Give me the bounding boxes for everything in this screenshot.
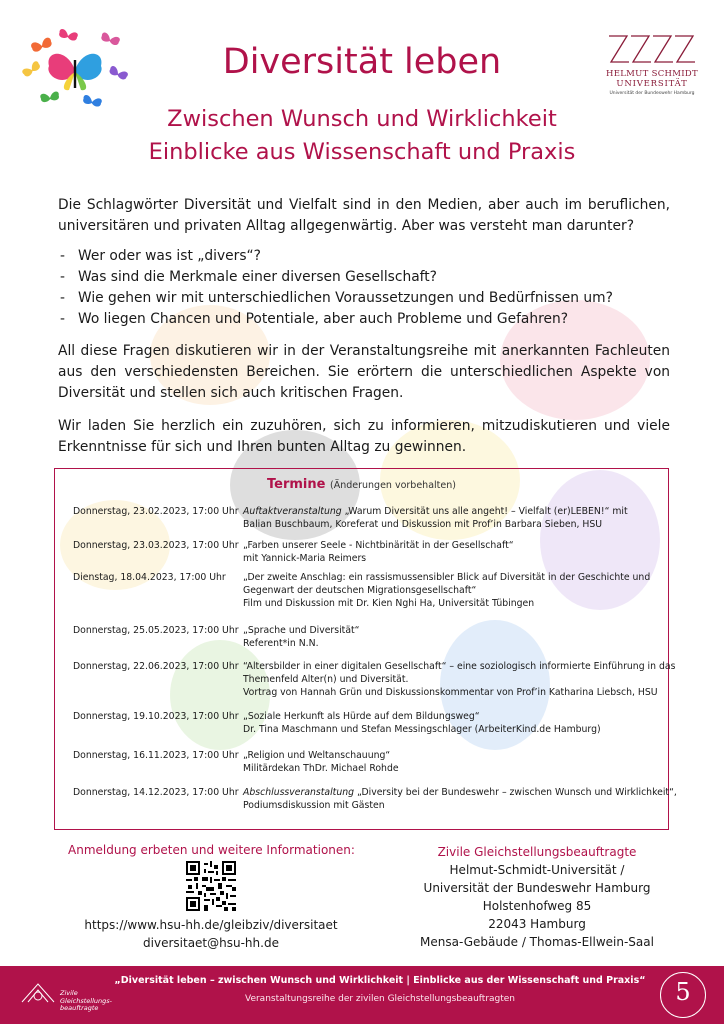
- subtitle-line2: Einblicke aus Wissenschaft und Praxis: [148, 139, 576, 165]
- event-line: „Diversity bei der Bundeswehr – zwischen Wunsch und Wirklichkeit“,: [354, 787, 677, 798]
- event-line: mit Yannick-Maria Reimers: [243, 553, 367, 564]
- contact-line: Helmut-Schmidt-Universität /: [449, 863, 625, 877]
- event-description: [243, 624, 663, 650]
- question-text: Wo liegen Chancen und Potentiale, aber auch Probleme und Gefahren?: [78, 311, 569, 327]
- qr-code-icon[interactable]: [186, 861, 236, 911]
- event-line: „Soziale Herkunft als Hürde auf dem Bildungsweg“: [243, 711, 480, 722]
- intro-paragraph: Die Schlagwörter Diversität und Vielfalt sind in den Medien, aber auch im beruflichen, universitären und privaten Alltag allgegenwärtig. Aber was versteht man darunter?: [58, 197, 670, 234]
- registration-info: [60, 916, 362, 952]
- logo-text-line: Gleichstellungs-: [60, 996, 112, 1005]
- event-date: Donnerstag, 25.05.2023, 17:00 Uhr: [73, 625, 239, 636]
- event-date: Donnerstag, 23.02.2023, 17:00 Uhr: [73, 506, 239, 517]
- event-description: [243, 539, 663, 565]
- footer-subtitle: Veranstaltungsreihe der zivilen Gleichstellungsbeauftragten: [244, 994, 516, 1004]
- logo-line3: Universität der Bundeswehr Hamburg: [609, 91, 695, 96]
- event-description: [243, 505, 663, 531]
- contact-line: Universität der Bundeswehr Hamburg: [423, 881, 651, 895]
- event-date: Dienstag, 18.04.2023, 17:00 Uhr: [73, 572, 226, 583]
- logo-line1: HELMUT SCHMIDT: [606, 69, 698, 79]
- event-date: Donnerstag, 16.11.2023, 17:00 Uhr: [73, 750, 239, 761]
- event-description: [243, 660, 676, 699]
- question-item: - Wer oder was ist „divers“?: [60, 248, 261, 264]
- anniversary-badge-icon: [660, 972, 706, 1018]
- question-item: - Wo liegen Chancen und Potentiale, aber auch Probleme und Gefahren?: [60, 311, 569, 327]
- subtitle-line1: Zwischen Wunsch und Wirklichkeit: [167, 106, 557, 132]
- contact-title: Zivile Gleichstellungsbeauftragte: [437, 845, 637, 859]
- registration-email-link[interactable]: diversitaet@hsu-hh.de: [143, 936, 279, 950]
- gleichstellung-emblem-icon: [18, 976, 58, 1012]
- question-text: Wie gehen wir mit unterschiedlichen Voraussetzungen und Bedürfnissen um?: [78, 290, 613, 306]
- gleichstellung-logo: [18, 976, 112, 1016]
- question-item: - Was sind die Merkmale einer diversen Gesellschaft?: [60, 269, 437, 285]
- registration-title: Anmeldung erbeten und weitere Informationen:: [68, 843, 355, 857]
- termine-title: Termine: [267, 477, 326, 492]
- termine-note: (Änderungen vorbehalten): [330, 480, 456, 491]
- footer-bar: [0, 966, 724, 1024]
- registration-url-link[interactable]: https://www.hsu-hh.de/gleibziv/diversitaet: [84, 918, 338, 932]
- event-line: “Altersbilder in einer digitalen Gesellschaft“ – eine soziologisch informierte Einführung in das: [243, 661, 676, 672]
- question-text: Wer oder was ist „divers“?: [78, 248, 261, 264]
- termine-box: [54, 468, 677, 830]
- logo-text-line: beauftragte: [60, 1004, 99, 1012]
- event-line: „Sprache und Diversität“: [243, 625, 360, 636]
- event-line: Film und Diskussion mit Dr. Kien Nghi Ha, Universität Tübingen: [243, 598, 535, 609]
- logo-text-line: Zivile: [60, 989, 78, 997]
- contact-block: [396, 843, 678, 951]
- termine-heading: [55, 477, 668, 492]
- question-text: Was sind die Merkmale einer diversen Gesellschaft?: [78, 269, 437, 285]
- event-line: Podiumsdiskussion mit Gästen: [243, 800, 385, 811]
- footer-title: „Diversität leben – zwischen Wunsch und Wirklichkeit | Einblicke aus der Wissenschaft und Praxis“: [114, 975, 646, 986]
- intro-paragraph: Wir laden Sie herzlich ein zuzuhören, sich zu informieren, mitzudiskutieren und viele Erkenntnisse für sich und Ihren bunten Alltag zu gewinnen.: [58, 418, 670, 455]
- event-date: Donnerstag, 22.06.2023, 17:00 Uhr: [73, 661, 239, 672]
- contact-line: Mensa-Gebäude / Thomas-Ellwein-Saal: [420, 935, 654, 949]
- event-line: Dr. Tina Maschmann und Stefan Messingschlager (ArbeiterKind.de Hamburg): [243, 724, 601, 735]
- logo-line2: UNIVERSITÄT: [616, 79, 688, 89]
- event-line: Balian Buschbaum, Koreferat und Diskussion mit Prof’in Barbara Sieben, HSU: [243, 519, 603, 530]
- event-date: Donnerstag, 14.12.2023, 17:00 Uhr: [73, 787, 239, 798]
- event-line: „Der zweite Anschlag: ein rassismussensibler Blick auf Diversität in der Geschichte und: [243, 572, 651, 583]
- event-line: Militärdekan ThDr. Michael Rohde: [243, 763, 399, 774]
- contact-line: Holstenhofweg 85: [482, 899, 592, 913]
- event-line: Referent*in N.N.: [243, 638, 319, 649]
- event-date: Donnerstag, 19.10.2023, 17:00 Uhr: [73, 711, 239, 722]
- intro-section: [58, 195, 670, 458]
- event-line: Themenfeld Alter(n) und Diversität.: [243, 674, 409, 685]
- event-description: [243, 749, 663, 775]
- event-line: „Religion und Weltanschauung“: [243, 750, 391, 761]
- event-line: „Warum Diversität uns alle angeht! – Vielfalt (er)LEBEN!“ mit: [341, 506, 628, 517]
- event-description: [243, 710, 663, 736]
- event-prefix: Auftaktveranstaltung: [243, 506, 342, 517]
- event-date: Donnerstag, 23.03.2023, 17:00 Uhr: [73, 540, 239, 551]
- event-prefix: Abschlussveranstaltung: [243, 787, 355, 798]
- page-title: Diversität leben: [222, 42, 502, 82]
- intro-paragraph: All diese Fragen diskutieren wir in der Veranstaltungsreihe mit anerkannten Fachleuten aus den verschiedensten Bereichen. Sie erörtern die unterschiedlichen Aspekte von Diversität und stellen sich auch kritischen Fragen.: [58, 343, 670, 401]
- badge-number: 5: [675, 978, 691, 1006]
- question-list: [58, 246, 670, 330]
- contact-line: 22043 Hamburg: [488, 917, 586, 931]
- event-description: [243, 571, 663, 610]
- event-line: Gegenwart der deutschen Migrationsgesellschaft“: [243, 585, 477, 596]
- event-line: „Farben unserer Seele - Nichtbinärität in der Gesellschaft“: [243, 540, 514, 551]
- question-item: - Wie gehen wir mit unterschiedlichen Voraussetzungen und Bedürfnissen um?: [60, 290, 613, 306]
- event-description: [243, 786, 677, 812]
- event-line: Vortrag von Hannah Grün und Diskussionskommentar von Prof’in Katharina Liebsch, HSU: [243, 687, 658, 698]
- page-subtitle: [0, 103, 724, 169]
